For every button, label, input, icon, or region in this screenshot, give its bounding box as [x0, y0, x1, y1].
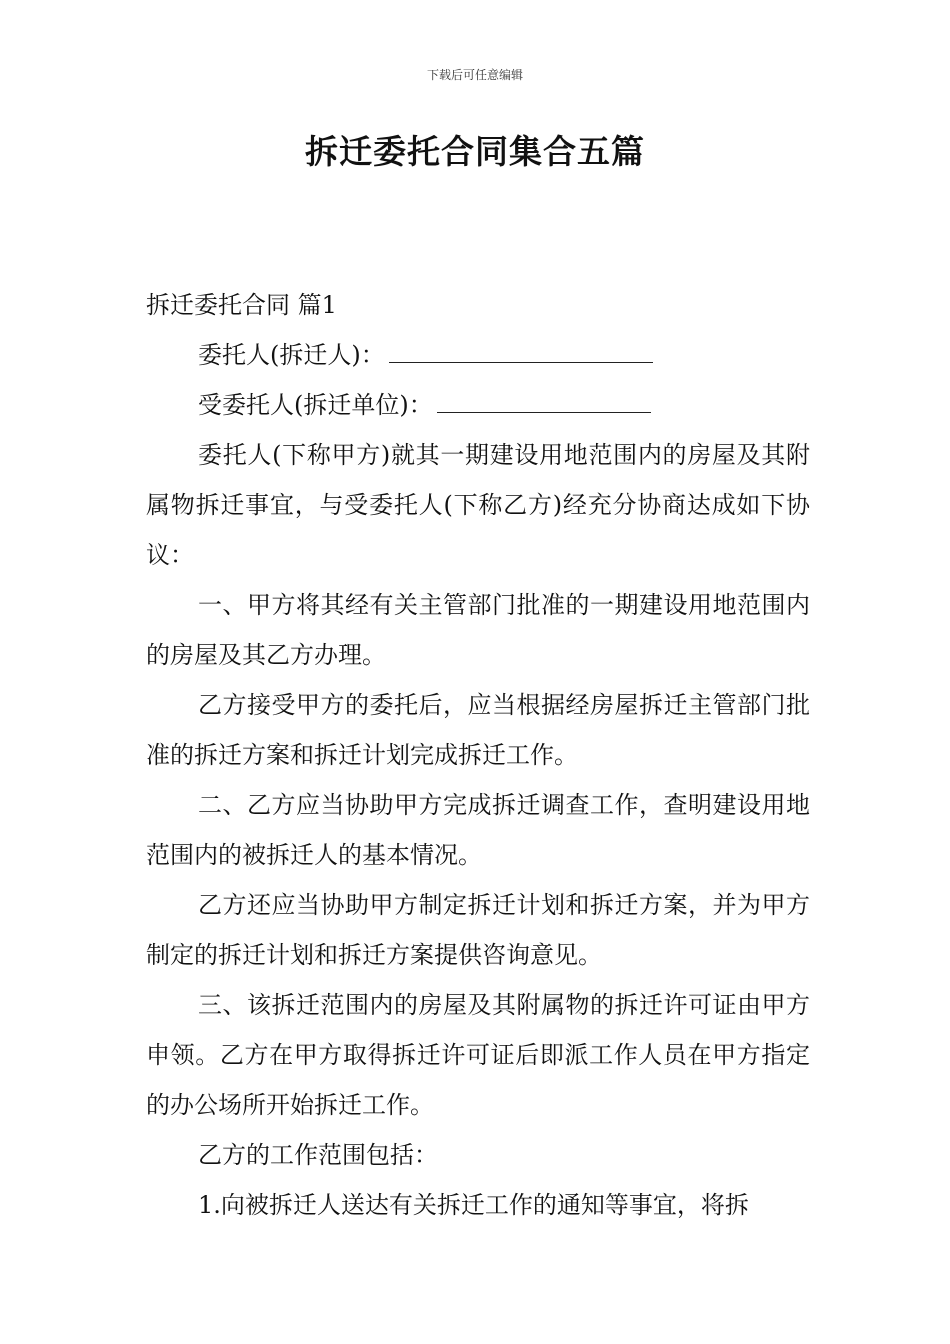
paragraph: 三、该拆迁范围内的房屋及其附属物的拆迁许可证由甲方申领。乙方在甲方取得拆迁许可证后即派工作人员在甲方指定的办公场所开始拆迁工作。 — [146, 991, 810, 1119]
paragraph: 1.向被拆迁人送达有关拆迁工作的通知等事宜，将拆 — [198, 1191, 749, 1219]
blank-line — [389, 332, 653, 363]
paragraph: 乙方还应当协助甲方制定拆迁计划和拆迁方案，并为甲方制定的拆迁计划和拆迁方案提供咨询意见。 — [146, 891, 810, 969]
document-title: 拆迁委托合同集合五篇 — [305, 132, 645, 171]
blank-line — [437, 382, 651, 413]
field-agent — [146, 380, 810, 430]
paragraph: 二、乙方应当协助甲方完成拆迁调查工作，查明建设用地范围内的被拆迁人的基本情况。 — [146, 791, 810, 869]
paragraph: 一、甲方将其经有关主管部门批准的一期建设用地范围内的房屋及其乙方办理。 — [146, 591, 810, 669]
paragraph: 委托人(下称甲方)就其一期建设用地范围内的房屋及其附属物拆迁事宜，与受委托人(下称乙方)经充分协商达成如下协议： — [146, 441, 810, 569]
field-label: 受委托人(拆迁单位)： — [198, 391, 433, 419]
header-note: 下载后可任意编辑 — [426, 68, 523, 82]
document-body — [146, 280, 810, 1230]
field-principal — [146, 330, 810, 380]
section-heading: 拆迁委托合同 篇1 — [146, 291, 337, 319]
paragraph: 乙方接受甲方的委托后，应当根据经房屋拆迁主管部门批准的拆迁方案和拆迁计划完成拆迁工作。 — [146, 691, 810, 769]
paragraph: 乙方的工作范围包括： — [198, 1141, 438, 1169]
field-label: 委托人(拆迁人)： — [198, 341, 385, 369]
